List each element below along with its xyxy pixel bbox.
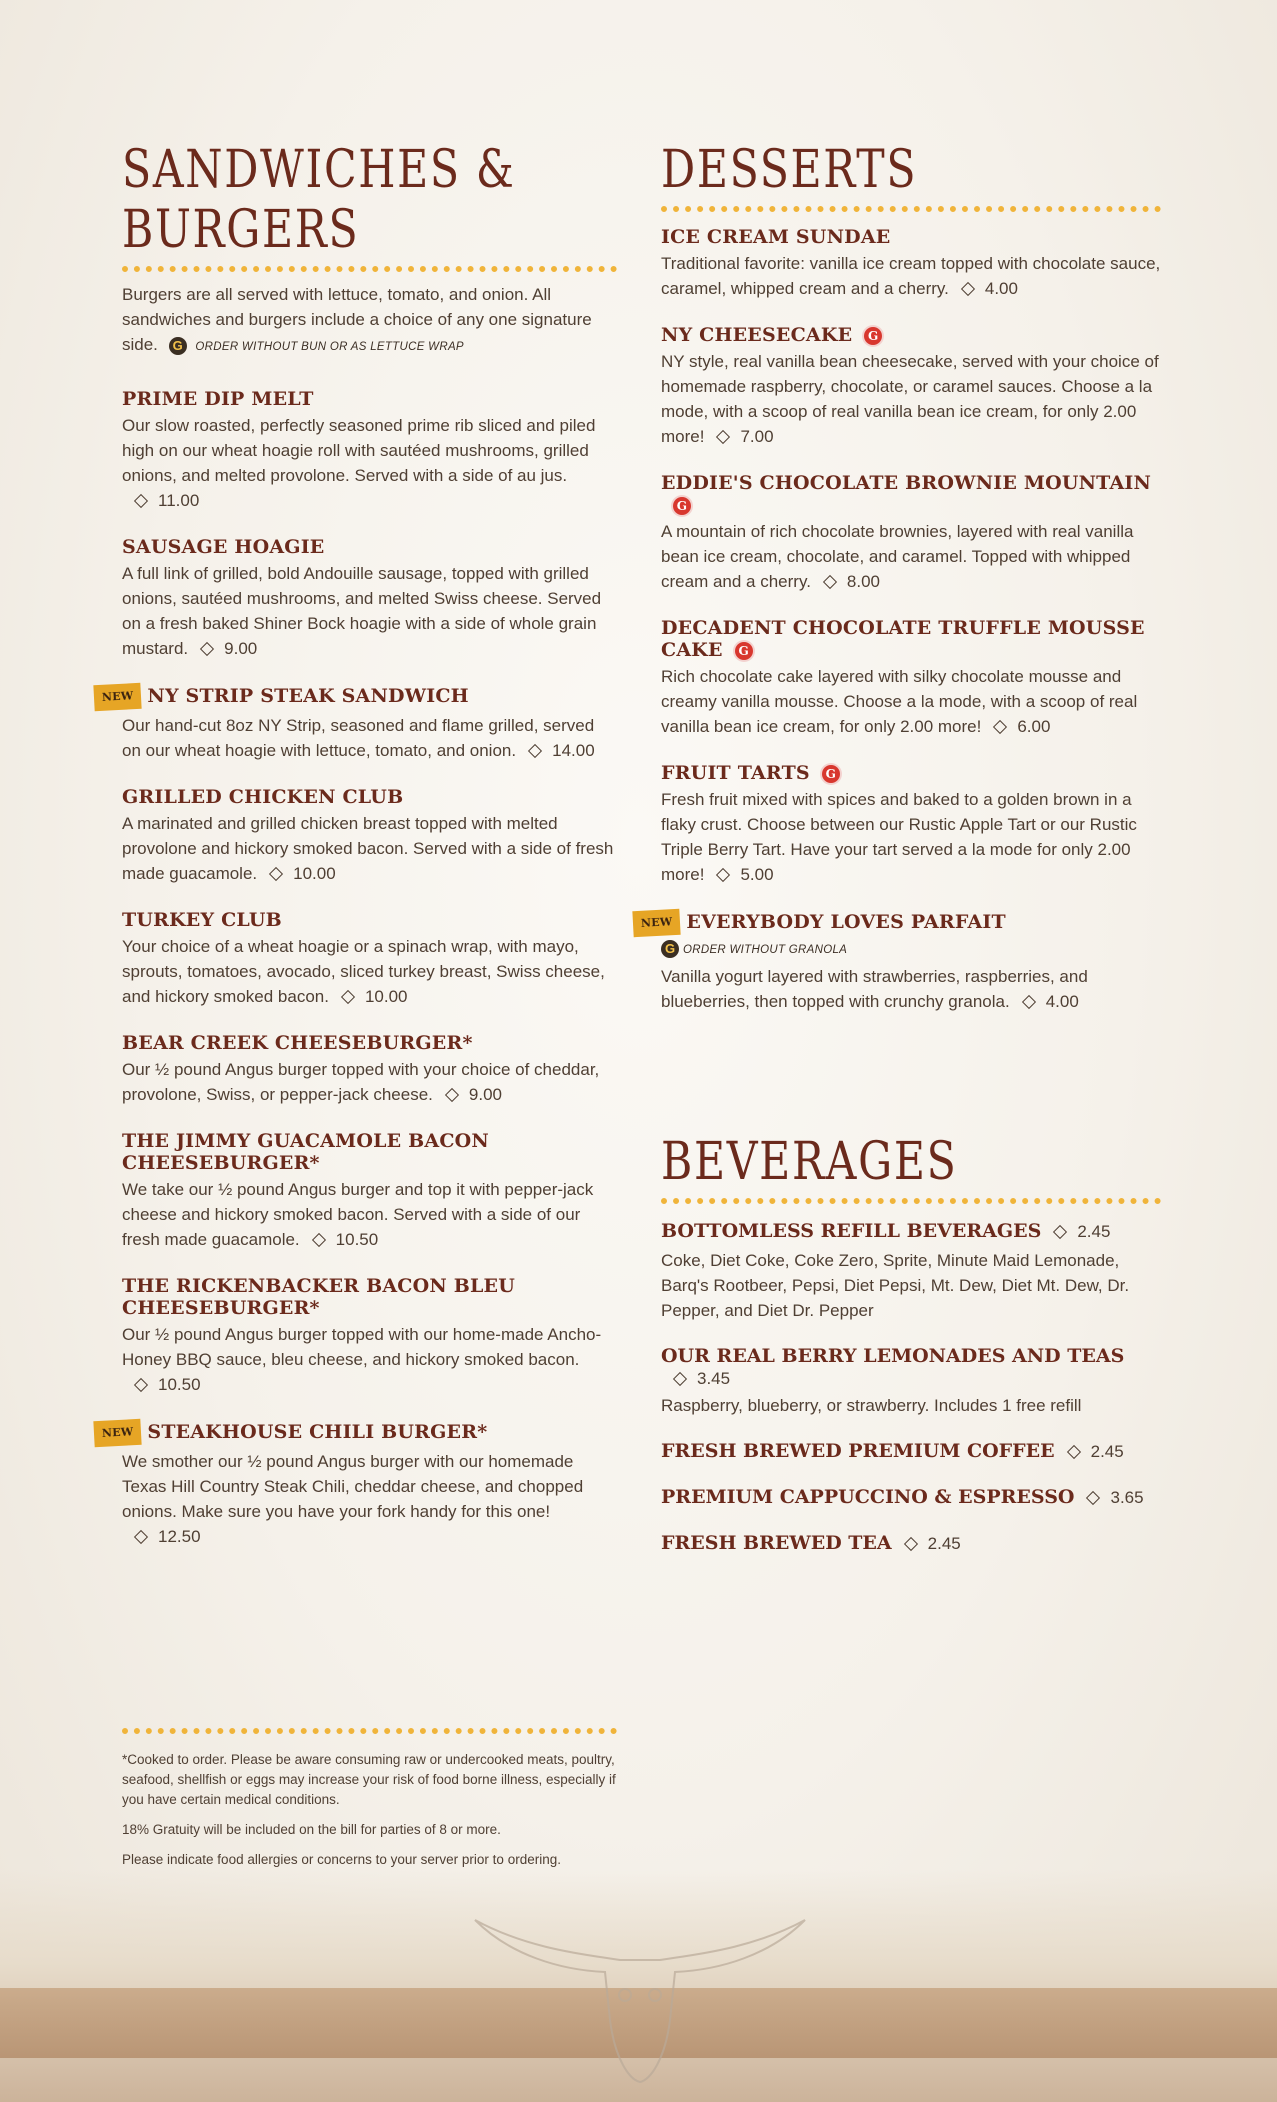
item-description bbox=[122, 1057, 617, 1107]
gratuity-note: 18% Gratuity will be included on the bill for parties of 8 or more. bbox=[122, 1822, 501, 1837]
price-value: 9.00 bbox=[468, 1085, 502, 1104]
gluten-friendly-icon: G bbox=[661, 940, 679, 958]
item-price bbox=[310, 1230, 379, 1249]
diamond-icon bbox=[823, 575, 837, 589]
item-description bbox=[661, 664, 1161, 739]
item-description bbox=[122, 934, 617, 1009]
item-name: GRILLED CHICKEN CLUB bbox=[122, 786, 404, 808]
sandwiches-intro bbox=[122, 282, 617, 360]
item-name-row bbox=[661, 324, 1161, 346]
item-description bbox=[122, 1322, 617, 1397]
beverage-name-row bbox=[661, 1530, 1161, 1556]
item-price bbox=[132, 1527, 201, 1546]
beverage-name-row bbox=[661, 1218, 1161, 1244]
item-desc-text: A full link of grilled, bold Andouille sausage, topped with grilled onions, sautéed mushrooms, and melted Swiss cheese. Served on a fresh baked Shiner Bock hoagie with a side of whole grain mustard. bbox=[122, 564, 602, 658]
beverage-item bbox=[661, 1343, 1161, 1418]
item-name-row bbox=[122, 909, 617, 931]
item-desc-text: Your choice of a wheat hoagie or a spinach wrap, with mayo, sprouts, tomatoes, avocado, sliced turkey breast, Swiss cheese, and hickory smoked bacon. bbox=[122, 937, 605, 1006]
item-name-row bbox=[122, 1032, 617, 1054]
item-name: STEAKHOUSE CHILI BURGER* bbox=[147, 1421, 488, 1443]
menu-item bbox=[122, 786, 617, 886]
price-value: 12.50 bbox=[158, 1527, 201, 1546]
price-value: 4.00 bbox=[984, 279, 1018, 298]
beverage-price bbox=[1065, 1442, 1124, 1461]
intro-text: Burgers are all served with lettuce, tomato, and onion. All sandwiches and burgers include a choice of any one signature side. bbox=[122, 285, 592, 354]
sandwich-list bbox=[101, 388, 617, 1549]
item-name: EVERYBODY LOVES PARFAIT bbox=[686, 911, 1006, 933]
item-desc-text: Fresh fruit mixed with spices and baked to a golden brown in a flaky crust. Choose between our Rustic Apple Tart or our Rustic Triple Berry Tart. Have your tart served a la mode for only 2.00 more! bbox=[661, 790, 1137, 884]
section-title-beverages: BEVERAGES bbox=[661, 1132, 958, 1193]
diamond-icon bbox=[1053, 1225, 1067, 1239]
item-description bbox=[122, 561, 617, 661]
dotted-divider bbox=[122, 266, 617, 272]
item-name-row bbox=[122, 1275, 617, 1319]
item-name: NY STRIP STEAK SANDWICH bbox=[147, 685, 469, 707]
beverage-description: Coke, Diet Coke, Coke Zero, Sprite, Minute Maid Lemonade, Barq's Rootbeer, Pepsi, Diet Pepsi, Mt. Dew, Diet Mt. Dew, Dr. Pepper, and Diet Dr. Pepper bbox=[661, 1251, 1130, 1321]
menu-item bbox=[122, 1275, 617, 1397]
item-desc-text: Traditional favorite: vanilla ice cream topped with chocolate sauce, caramel, whipped cream and a cherry. bbox=[661, 254, 1161, 298]
item-description bbox=[122, 713, 617, 763]
item-desc-text: Our slow roasted, perfectly seasoned prime rib sliced and piled high on our wheat hoagie roll with sautéed mushrooms, grilled onions, and melted provolone. Served with a side of au jus. bbox=[122, 416, 596, 485]
item-name-row bbox=[101, 1420, 617, 1446]
item-description bbox=[661, 519, 1161, 594]
gluten-free-icon: G bbox=[673, 497, 691, 515]
item-name-row bbox=[661, 617, 1161, 661]
diamond-icon bbox=[716, 868, 730, 882]
diamond-icon bbox=[312, 1233, 326, 1247]
item-desc-text: Vanilla yogurt layered with strawberries, raspberries, and blueberries, then topped with crunchy granola. bbox=[661, 967, 1088, 1012]
right-column bbox=[640, 140, 1161, 1576]
price-value: 10.50 bbox=[158, 1375, 201, 1394]
item-name-row bbox=[122, 1130, 617, 1174]
diamond-icon bbox=[269, 867, 283, 881]
item-name: DECADENT CHOCOLATE TRUFFLE MOUSSE CAKE bbox=[661, 617, 1145, 661]
item-price bbox=[339, 987, 408, 1006]
price-value: 2.45 bbox=[1090, 1442, 1124, 1462]
beverages-section bbox=[661, 1132, 1161, 1556]
item-price bbox=[959, 279, 1018, 298]
longhorn-skull-icon bbox=[470, 1910, 810, 2090]
gluten-note-row bbox=[655, 940, 1161, 958]
price-value: 5.00 bbox=[740, 865, 774, 884]
item-price bbox=[267, 864, 336, 883]
item-name-row bbox=[661, 226, 1161, 248]
item-name: NY CHEESECAKE bbox=[661, 324, 853, 346]
item-price bbox=[991, 717, 1050, 736]
diamond-icon bbox=[134, 494, 148, 508]
allergy-note: Please indicate food allergies or concerns to your server prior to ordering. bbox=[122, 1852, 561, 1867]
item-desc-text: A mountain of rich chocolate brownies, layered with real vanilla bean ice cream, chocolate, and caramel. Topped with whipped cream and a cherry. bbox=[661, 522, 1134, 591]
item-description bbox=[661, 787, 1161, 887]
diamond-icon bbox=[528, 744, 542, 758]
price-value: 10.00 bbox=[293, 864, 336, 883]
diamond-icon bbox=[904, 1537, 918, 1551]
item-name: THE RICKENBACKER BACON BLEU CHEESEBURGER* bbox=[122, 1275, 515, 1319]
item-name: TURKEY CLUB bbox=[122, 909, 282, 931]
item-name-row bbox=[122, 786, 617, 808]
menu-item bbox=[122, 536, 617, 661]
item-price bbox=[132, 1375, 201, 1394]
item-description bbox=[661, 349, 1161, 449]
item-name: ICE CREAM SUNDAE bbox=[661, 226, 891, 248]
beverage-name: FRESH BREWED TEA bbox=[661, 1532, 892, 1555]
beverage-name-row bbox=[661, 1484, 1161, 1510]
item-price bbox=[714, 427, 773, 446]
item-price bbox=[821, 572, 880, 591]
diamond-icon bbox=[134, 1530, 148, 1544]
section-title-sandwiches: SANDWICHES & BURGERS bbox=[122, 140, 516, 260]
beverage-list bbox=[661, 1218, 1161, 1556]
item-description bbox=[661, 251, 1161, 301]
item-desc-text: NY style, real vanilla bean cheesecake, served with your choice of homemade raspberry, chocolate, or caramel sauces. Choose a la mode, with a scoop of real vanilla bean ice cream, for only 2.00 more! bbox=[661, 352, 1159, 446]
menu-item bbox=[661, 226, 1161, 301]
beverage-name: OUR REAL BERRY LEMONADES AND TEAS bbox=[661, 1345, 1125, 1368]
item-desc-text: Our hand-cut 8oz NY Strip, seasoned and flame grilled, served on our wheat hoagie with lettuce, tomato, and onion. bbox=[122, 716, 595, 760]
price-value: 3.45 bbox=[697, 1369, 731, 1389]
item-name-row bbox=[640, 910, 1161, 936]
gluten-free-icon: G bbox=[822, 765, 840, 783]
item-desc-text: Our ½ pound Angus burger topped with our home-made Ancho-Honey BBQ sauce, bleu cheese, and hickory smoked bacon. bbox=[122, 1325, 602, 1369]
price-value: 14.00 bbox=[552, 741, 595, 760]
beverage-item bbox=[661, 1530, 1161, 1556]
item-description bbox=[122, 1177, 617, 1252]
consumer-advisory: *Cooked to order. Please be aware consuming raw or undercooked meats, poultry, seafood, shellfish or eggs may increase your risk of food borne illness, especially if you have certain medical conditions. bbox=[122, 1752, 616, 1807]
dotted-divider bbox=[661, 206, 1161, 212]
beverage-name-row bbox=[661, 1343, 1161, 1389]
item-description bbox=[122, 413, 617, 513]
beverage-name: BOTTOMLESS REFILL BEVERAGES bbox=[661, 1220, 1042, 1243]
item-desc-text: Rich chocolate cake layered with silky chocolate mousse and creamy vanilla mousse. Choose a la mode, with a scoop of real vanilla bean ice cream, for only 2.00 more! bbox=[661, 667, 1138, 736]
price-value: 6.00 bbox=[1017, 717, 1051, 736]
menu-item bbox=[122, 909, 617, 1009]
item-name-row bbox=[661, 472, 1161, 516]
desserts-section bbox=[640, 140, 1161, 1014]
price-value: 10.50 bbox=[335, 1230, 379, 1249]
item-desc-text: A marinated and grilled chicken breast topped with melted provolone and hickory smoked bacon. Served with a side of fresh made guacamole. bbox=[122, 814, 614, 883]
menu-item bbox=[101, 1420, 617, 1549]
beverage-name: FRESH BREWED PREMIUM COFFEE bbox=[661, 1440, 1055, 1463]
item-name: PRIME DIP MELT bbox=[122, 388, 314, 410]
item-price bbox=[1020, 992, 1079, 1011]
beverage-name: PREMIUM CAPPUCCINO & ESPRESSO bbox=[661, 1486, 1075, 1509]
item-price bbox=[714, 865, 773, 884]
beverage-item bbox=[661, 1484, 1161, 1510]
price-value: 8.00 bbox=[846, 572, 881, 591]
item-desc-text: We smother our ½ pound Angus burger with our homemade Texas Hill Country Steak Chili, cheddar cheese, and chopped onions. Make sure you have your fork handy for this one! bbox=[122, 1452, 584, 1521]
menu-item bbox=[101, 684, 617, 763]
new-item-badge: NEW bbox=[93, 1419, 142, 1447]
item-name-row bbox=[122, 388, 617, 410]
item-name: FRUIT TARTS bbox=[661, 762, 810, 784]
diamond-icon bbox=[134, 1378, 148, 1392]
diamond-icon bbox=[341, 990, 355, 1004]
item-description bbox=[661, 964, 1161, 1014]
item-name: EDDIE'S CHOCOLATE BROWNIE MOUNTAIN bbox=[661, 472, 1152, 494]
gluten-free-icon: G bbox=[864, 327, 882, 345]
diamond-icon bbox=[1086, 1491, 1100, 1505]
item-description bbox=[122, 1449, 617, 1549]
beverage-price bbox=[1084, 1488, 1143, 1507]
diamond-icon bbox=[200, 642, 214, 656]
diamond-icon bbox=[961, 282, 975, 296]
menu-item bbox=[661, 324, 1161, 449]
diamond-icon bbox=[1022, 995, 1036, 1009]
sandwiches-section bbox=[101, 140, 617, 1572]
beverage-price bbox=[902, 1534, 961, 1553]
beverage-description: Raspberry, blueberry, or strawberry. Includes 1 free refill bbox=[661, 1396, 1082, 1416]
price-value: 4.00 bbox=[1045, 992, 1079, 1012]
item-price bbox=[132, 491, 199, 510]
dessert-list bbox=[640, 226, 1161, 1014]
price-value: 9.00 bbox=[224, 639, 258, 658]
gluten-note: ORDER WITHOUT GRANOLA bbox=[683, 944, 848, 957]
item-price bbox=[526, 741, 595, 760]
price-value: 10.00 bbox=[364, 987, 408, 1006]
item-name-row bbox=[101, 684, 617, 710]
menu-item bbox=[122, 1032, 617, 1107]
item-name: SAUSAGE HOAGIE bbox=[122, 536, 325, 558]
item-name: BEAR CREEK CHEESEBURGER* bbox=[122, 1032, 473, 1054]
diamond-icon bbox=[1067, 1445, 1081, 1459]
menu-item bbox=[661, 617, 1161, 739]
footnotes bbox=[122, 1722, 617, 1880]
menu-item bbox=[661, 762, 1161, 887]
menu-item bbox=[122, 1130, 617, 1252]
price-value: 2.45 bbox=[1077, 1222, 1111, 1242]
dotted-divider bbox=[661, 1198, 1161, 1204]
beverage-item bbox=[661, 1438, 1161, 1464]
price-value: 7.00 bbox=[740, 427, 774, 446]
new-item-badge: NEW bbox=[632, 909, 681, 937]
price-value: 11.00 bbox=[158, 491, 200, 510]
new-item-badge: NEW bbox=[93, 683, 142, 711]
gluten-note: ORDER WITHOUT BUN OR AS LETTUCE WRAP bbox=[195, 341, 464, 353]
menu-item bbox=[661, 472, 1161, 594]
beverage-name-row bbox=[661, 1438, 1161, 1464]
diamond-icon bbox=[673, 1372, 687, 1386]
item-price bbox=[198, 639, 257, 658]
dotted-divider bbox=[122, 1728, 617, 1734]
price-value: 2.45 bbox=[927, 1534, 961, 1554]
diamond-icon bbox=[716, 430, 730, 444]
price-value: 3.65 bbox=[1110, 1488, 1144, 1508]
item-name-row bbox=[661, 762, 1161, 784]
section-title-desserts: DESSERTS bbox=[661, 140, 918, 200]
item-price bbox=[443, 1085, 502, 1104]
item-name-row bbox=[122, 536, 617, 558]
diamond-icon bbox=[445, 1088, 459, 1102]
item-desc-text: Our ½ pound Angus burger topped with your choice of cheddar, provolone, Swiss, or pepper-jack cheese. bbox=[122, 1060, 600, 1104]
item-desc-text: We take our ½ pound Angus burger and top it with pepper-jack cheese and hickory smoked bacon. Served with a side of our fresh made guacamole. bbox=[122, 1180, 594, 1249]
beverage-price bbox=[671, 1369, 730, 1388]
diamond-icon bbox=[993, 720, 1007, 734]
gluten-friendly-icon: G bbox=[169, 337, 187, 355]
menu-item bbox=[640, 910, 1161, 1014]
item-name: THE JIMMY GUACAMOLE BACON CHEESEBURGER* bbox=[122, 1130, 490, 1174]
beverage-item bbox=[661, 1218, 1161, 1323]
item-description bbox=[122, 811, 617, 886]
menu-item bbox=[122, 388, 617, 513]
gluten-free-icon: G bbox=[735, 642, 753, 660]
beverage-price bbox=[1051, 1222, 1110, 1241]
